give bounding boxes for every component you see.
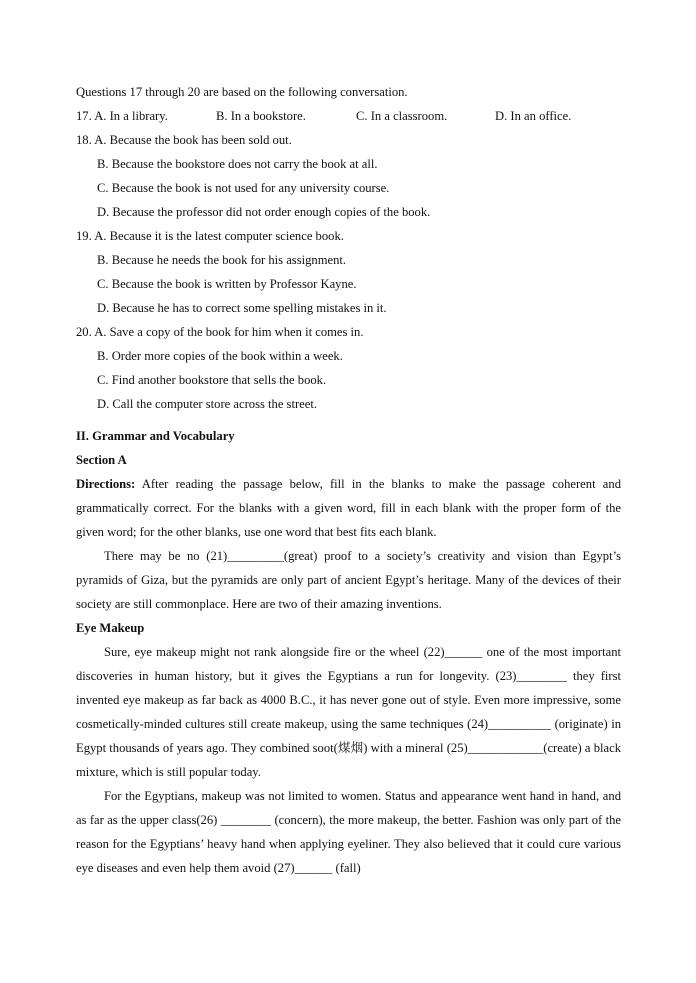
q19-option-b: B. Because he needs the book for his assignment. xyxy=(97,253,347,267)
q19-option-d: D. Because he has to correct some spelling mistakes in it. xyxy=(97,301,387,315)
q19-option-c: C. Because the book is written by Professor Kayne. xyxy=(97,277,357,291)
directions-label: Directions: xyxy=(76,477,136,491)
q18-option-c: C. Because the book is not used for any university course. xyxy=(97,181,390,195)
q17-option-a: 17. A. In a library. xyxy=(76,109,168,123)
q17-option-d: D. In an office. xyxy=(495,109,572,123)
q18-option-b: B. Because the bookstore does not carry the book at all. xyxy=(97,157,378,171)
section-heading: Section A xyxy=(76,453,127,467)
passage-paragraph-1: There may be no (21)_________(great) proof to a society’s creativity and vision than Egypt’s pyramids of Giza, but the pyramids are only part of ancient Egypt’s heritage. Many of the devices of their society are still commonplace. Here are two of their amazing inventions. xyxy=(76,549,621,611)
question-17 xyxy=(76,104,621,128)
passage-paragraph-3: For the Egyptians, makeup was not limited to women. Status and appearance went hand in hand, and as far as the upper class(26) ________ (concern), the more makeup, the better. Fashion was only part of the reason for the Egyptians’ heavy hand when applying eyeliner. They also believed that it could cure various eye diseases and even help them avoid (27)______ (fall) xyxy=(76,789,621,875)
q18-option-a: 18. A. Because the book has been sold out. xyxy=(76,133,292,147)
grammar-heading: II. Grammar and Vocabulary xyxy=(76,429,235,443)
q17-option-b: B. In a bookstore. xyxy=(216,109,306,123)
q20-option-d: D. Call the computer store across the street. xyxy=(97,397,317,411)
q19-option-a: 19. A. Because it is the latest computer science book. xyxy=(76,229,344,243)
q17-option-c: C. In a classroom. xyxy=(356,109,448,123)
q20-option-b: B. Order more copies of the book within a week. xyxy=(97,349,343,363)
passage-paragraph-2: Sure, eye makeup might not rank alongside fire or the wheel (22)______ one of the most important discoveries in human history, but it gives the Egyptians a run for longevity. (23)________ they first invented eye makeup as far back as 4000 B.C., it has never gone out of style. Even more impressive, some cosmetically-minded cultures still create makeup, using the same techniques (24)__________ (originate) in Egypt thousands of years ago. They combined soot(煤烟) with a mineral (25)____________(create) a black mixture, which is still popular today. xyxy=(76,645,621,779)
q20-option-c: C. Find another bookstore that sells the book. xyxy=(97,373,327,387)
listening-intro: Questions 17 through 20 are based on the following conversation. xyxy=(76,85,408,99)
directions-text: After reading the passage below, fill in the blanks to make the passage coherent and grammatically correct. For the blanks with a given word, fill in each blank with the proper form of the given word; for the other blanks, use one word that best fits each blank. xyxy=(76,477,621,539)
q18-option-d: D. Because the professor did not order enough copies of the book. xyxy=(97,205,431,219)
document-page xyxy=(76,80,621,880)
eye-makeup-heading: Eye Makeup xyxy=(76,621,145,635)
directions xyxy=(76,472,621,544)
q20-option-a: 20. A. Save a copy of the book for him when it comes in. xyxy=(76,325,364,339)
